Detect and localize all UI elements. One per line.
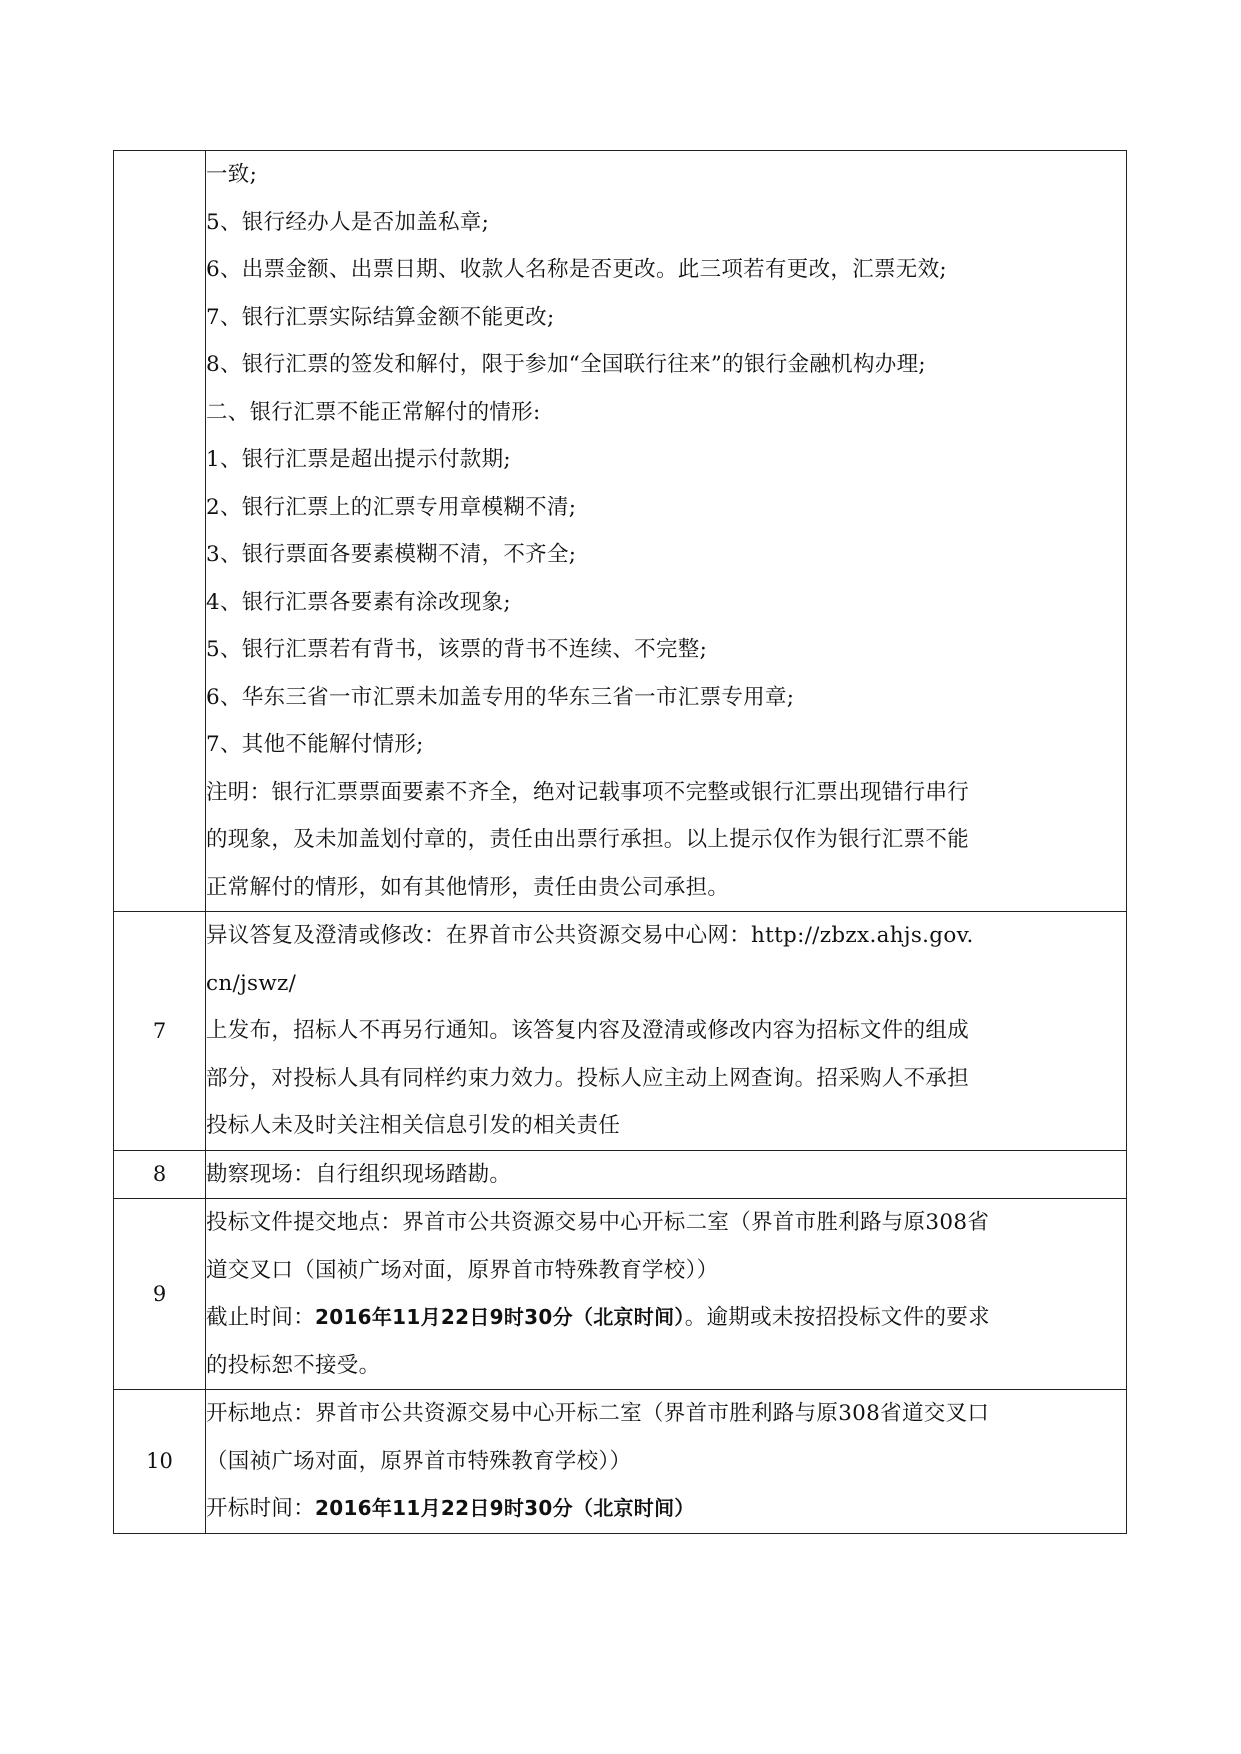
row-content-cell [206, 912, 1127, 1151]
text-line: 投标文件提交地点：界首市公共资源交易中心开标二室（界首市胜利路与原308省 [206, 1210, 990, 1235]
row-number-cell: 10 [114, 1390, 206, 1534]
text-line: 6、出票金额、出票日期、收款人名称是否更改。此三项若有更改，汇票无效; [206, 257, 947, 282]
text-line: 5、银行经办人是否加盖私章; [206, 209, 490, 235]
row-content-cell [206, 1199, 1127, 1390]
text-line: 正常解付的情形，如有其他情形，责任由贵公司承担。 [206, 874, 730, 900]
table-row [114, 912, 1127, 1151]
row-number-cell: 8 [114, 1150, 206, 1199]
opening-time-line [206, 1485, 1126, 1533]
text-line: cn/jswz/ [206, 970, 297, 996]
text-line: 异议答复及澄清或修改：在界首市公共资源交易中心网：http://zbzx.ahjs.gov. [206, 923, 974, 948]
text-line: 上发布，招标人不再另行通知。该答复内容及澄清或修改内容为招标文件的组成 [206, 1018, 970, 1043]
row-content-cell [206, 1150, 1127, 1199]
row-number-cell: 7 [114, 912, 206, 1151]
text-line: （国祯广场对面，原界首市特殊教育学校）） [206, 1448, 632, 1474]
text-line: 7、银行汇票实际结算金额不能更改; [206, 304, 555, 330]
text-line: 注明：银行汇票票面要素不齐全，绝对记载事项不完整或银行汇票出现错行串行 [206, 779, 970, 805]
deadline-label: 截止时间： [206, 1305, 316, 1330]
text-line: 开标地点：界首市公共资源交易中心开标二室（界首市胜利路与原308省道交叉口 [206, 1401, 990, 1426]
row-content-cell [206, 1390, 1127, 1534]
text-line: 的现象，及未加盖划付章的，责任由出票行承担。以上提示仅作为银行汇票不能 [206, 827, 970, 852]
table-row [114, 151, 1127, 912]
text-line: 6、华东三省一市汇票未加盖专用的华东三省一市汇票专用章; [206, 684, 795, 710]
text-line: 2、银行汇票上的汇票专用章模糊不清; [206, 494, 577, 520]
text-line: 8、银行汇票的签发和解付，限于参加“全国联行往来”的银行金融机构办理; [206, 352, 926, 377]
deadline-suffix: 。逾期或未按招投标文件的要求 [684, 1305, 990, 1330]
row-number-cell: 9 [114, 1199, 206, 1390]
text-line: 7、其他不能解付情形; [206, 732, 424, 757]
table-row [114, 1150, 1127, 1199]
text-line: 的投标恕不接受。 [206, 1352, 381, 1378]
text-line: 勘察现场：自行组织现场踏勘。 [206, 1161, 512, 1187]
row-number-cell [114, 151, 206, 912]
table-row [114, 1390, 1127, 1534]
deadline-value: 2016年11月22日9时30分（北京时间） [315, 1305, 685, 1329]
opening-time-label: 开标时间： [206, 1496, 316, 1521]
deadline-line [206, 1294, 1126, 1342]
text-line: 一致; [206, 162, 258, 187]
text-line: 3、银行票面各要素模糊不清，不齐全; [206, 542, 577, 567]
text-line: 道交叉口（国祯广场对面，原界首市特殊教育学校）） [206, 1257, 719, 1283]
text-line: 5、银行汇票若有背书，该票的背书不连续、不完整; [206, 637, 708, 662]
row-content-cell [206, 151, 1127, 912]
text-line: 部分，对投标人具有同样约束力效力。投标人应主动上网查询。招采购人不承担 [206, 1065, 970, 1091]
document-table [113, 150, 1127, 1534]
text-line: 投标人未及时关注相关信息引发的相关责任 [206, 1113, 621, 1138]
text-line: 4、银行汇票各要素有涂改现象; [206, 589, 511, 615]
table-row [114, 1199, 1127, 1390]
opening-time-value: 2016年11月22日9时30分（北京时间） [315, 1496, 695, 1520]
text-line: 1、银行汇票是超出提示付款期; [206, 447, 511, 472]
text-line: 二、银行汇票不能正常解付的情形: [206, 399, 541, 425]
